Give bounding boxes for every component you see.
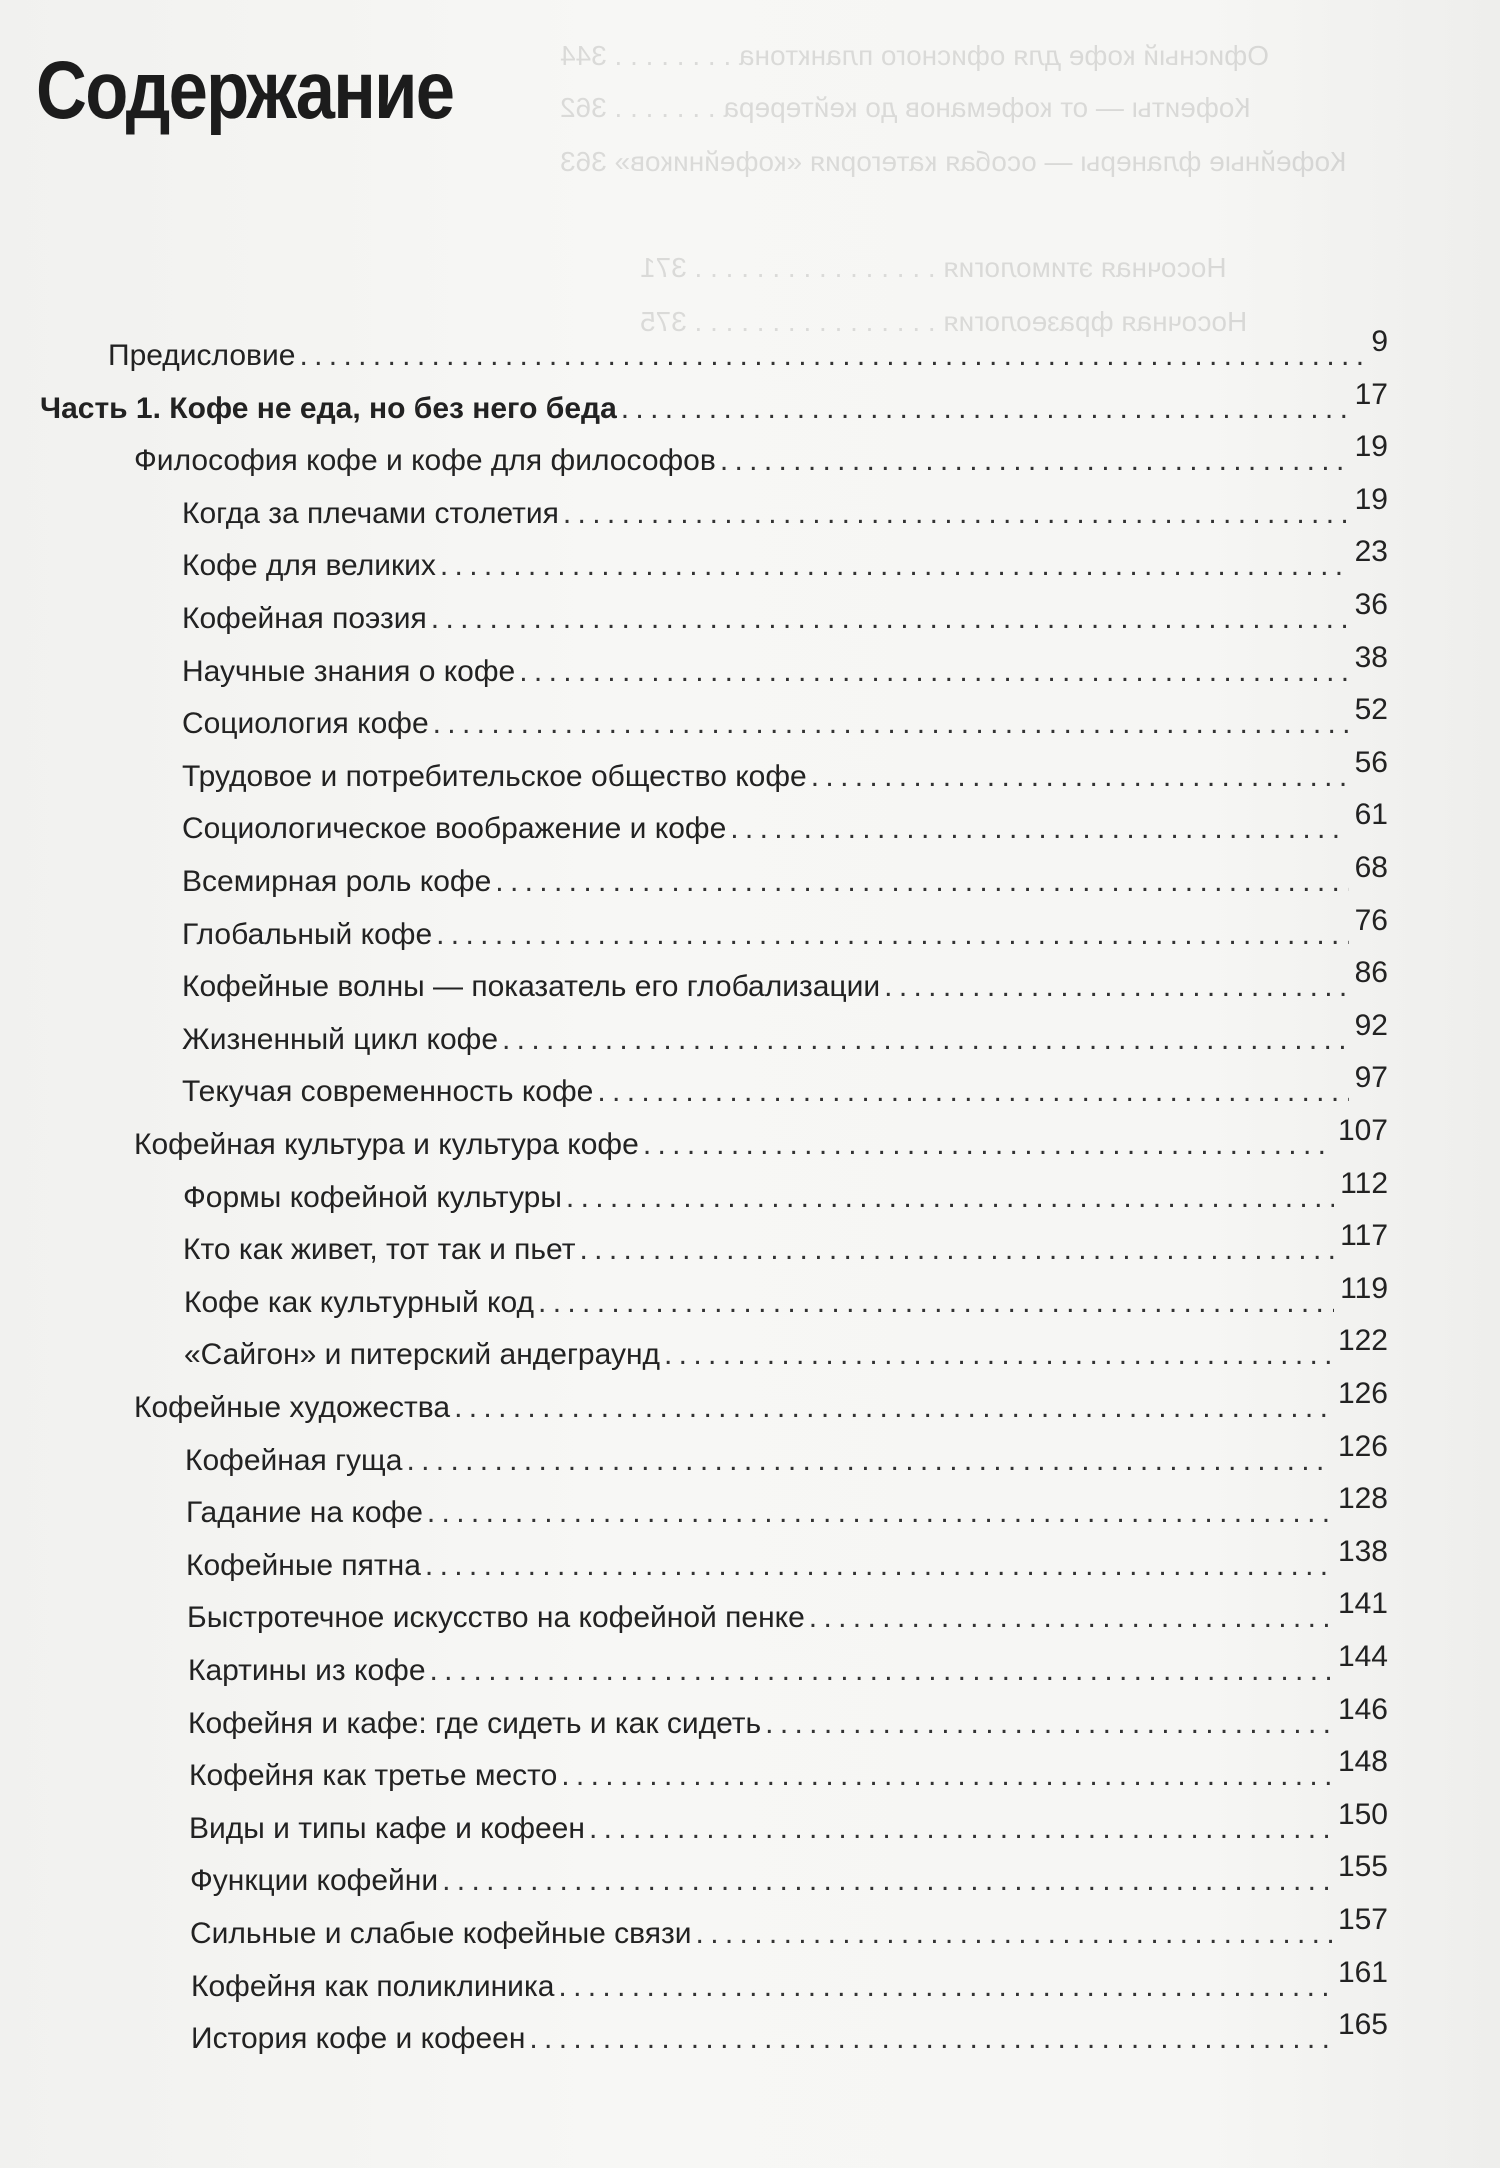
toc-entry-title: Кофейная поэзия [182,602,427,635]
toc-page-number: 138 [1337,1534,1388,1568]
toc-subsection [183,1218,1388,1268]
toc-subsection [182,903,1388,953]
toc-entry-title: Кофейные художества [134,1391,451,1424]
dot-leader [427,1495,1332,1531]
toc-page-number: 86 [1354,956,1388,990]
ghost-line: Кофеиты — от кофеманов до кейтерера . . . . . . . 362 [560,92,1251,123]
toc-subsection [182,1008,1388,1058]
toc-page-number: 112 [1340,1166,1388,1200]
dot-leader [597,1074,1348,1110]
toc-page-number: 128 [1337,1482,1388,1516]
toc-entry-title: Кто как живет, тот так и пьет [183,1233,576,1267]
dot-leader [730,811,1348,847]
table-of-contents [0,325,1500,2100]
toc-entry-title: Быстротечное искусство на кофейной пенке [187,1601,805,1635]
toc-entry-title: История кофе и кофеен [191,2022,526,2056]
toc-page-number: 146 [1337,1692,1388,1726]
toc-page-number: 117 [1340,1219,1388,1253]
dot-leader [696,1916,1332,1952]
page-title: Содержание [36,45,454,136]
dot-leader [502,1022,1349,1058]
dot-leader [589,1811,1332,1847]
toc-page-number: 148 [1337,1745,1388,1779]
dot-leader [720,443,1349,479]
toc-subsection [182,640,1388,690]
toc-entry-title: Социология кофе [182,707,429,741]
dot-leader [431,601,1349,637]
toc-entry-title: Кофе для великих [182,549,436,583]
toc-page-number: 19 [1354,430,1388,464]
toc-entry-title: Кофейня и кафе: где сидеть и как сидеть [188,1706,762,1740]
toc-subsection [182,1060,1388,1110]
toc-subsection [182,797,1388,847]
toc-subsection [191,1955,1388,2005]
dot-leader [579,1232,1334,1268]
toc-page-number: 19 [1354,482,1388,516]
toc-subsection [188,1639,1388,1689]
toc-subsection [188,1692,1388,1742]
toc-page-number: 52 [1354,693,1388,727]
ghost-line: Кофейные фланеры — особая категория «кофейников» 363 [560,146,1347,177]
toc-entry-title: Кофейные пятна [186,1548,421,1582]
toc-entry-title: Философия кофе и кофе для философов [134,444,716,478]
dot-leader [433,706,1349,742]
toc-entry-title: Предисловие [108,339,296,372]
ghost-line: Носочная этимология . . . . . . . . . . . . . . . . 371 [640,252,1227,283]
dot-leader [529,2021,1332,2057]
toc-subsection [108,324,1388,374]
toc-subsection [186,1481,1388,1531]
toc-entry-title: Кофейная гуща [185,1443,403,1477]
toc-part-heading [40,377,1388,427]
toc-subsection [182,745,1388,795]
toc-page-number: 92 [1354,1008,1388,1042]
dot-leader [621,391,1349,427]
dot-leader [566,1180,1334,1216]
toc-page-number: 68 [1354,851,1388,884]
toc-entry-title: Сильные и слабые кофейные связи [190,1917,692,1950]
dot-leader [561,1758,1332,1794]
toc-entry-title: Гадание на кофе [186,1496,423,1530]
dot-leader [430,1653,1332,1689]
toc-entry-title: Виды и типы кафе и кофеен [189,1811,585,1845]
toc-entry-title: Текучая современность кофе [182,1075,594,1109]
toc-page-number: 56 [1354,745,1388,779]
toc-subsection [183,1166,1388,1216]
dot-leader [519,654,1348,690]
toc-subsection [182,534,1388,584]
dot-leader [440,548,1349,584]
dot-leader [299,338,1365,374]
toc-subsection [182,955,1388,1005]
toc-entry-title: Часть 1. Кофе не еда, но без него беда [40,391,617,425]
toc-subsection [191,2007,1388,2057]
toc-entry-title: Жизненный цикл кофе [182,1022,499,1056]
toc-entry-title: Социологическое воображение и кофе [182,812,727,846]
toc-page-number: 144 [1337,1640,1388,1673]
dot-leader [809,1600,1332,1636]
dot-leader [884,969,1348,1005]
toc-page-number: 23 [1354,535,1388,569]
toc-page-number: 36 [1354,588,1388,621]
toc-entry-title: Картины из кофе [188,1654,426,1687]
toc-entry-title: Кофе как культурный код [184,1285,535,1319]
toc-page-number: 76 [1354,903,1388,937]
toc-subsection [184,1271,1388,1321]
toc-page-number: 61 [1354,798,1388,832]
dot-leader [765,1706,1332,1742]
dot-leader [495,864,1348,900]
dot-leader [436,917,1348,953]
toc-entry-title: Кофейня как поликлиника [191,1969,555,2003]
toc-page-number: 107 [1337,1114,1388,1147]
toc-entry-title: Кофейная культура и культура кофе [134,1128,639,1161]
toc-section [134,1376,1388,1426]
toc-subsection [182,850,1388,900]
toc-subsection [186,1534,1388,1584]
toc-subsection [189,1744,1388,1794]
toc-page-number: 17 [1354,377,1388,411]
toc-entry-title: Функции кофейни [190,1864,439,1898]
toc-page-number: 141 [1337,1587,1388,1621]
dot-leader [454,1390,1332,1426]
dot-leader [558,1969,1332,2005]
dot-leader [563,496,1349,532]
toc-page-number: 157 [1337,1903,1388,1936]
toc-subsection [187,1586,1388,1636]
toc-entry-title: Кофейные волны — показатель его глобализации [182,970,881,1004]
dot-leader [442,1863,1332,1899]
toc-page-number: 9 [1371,325,1388,358]
ghost-line: Носочная фразеология . . . . . . . . . . . . . . . . 375 [640,306,1248,337]
toc-page-number: 161 [1337,1955,1388,1989]
toc-entry-title: Всемирная роль кофе [182,865,492,898]
toc-section [134,429,1388,479]
toc-page-number: 126 [1337,1377,1388,1410]
toc-page-number: 122 [1337,1324,1388,1358]
toc-page-number: 97 [1354,1061,1388,1095]
dot-leader [643,1127,1332,1163]
toc-subsection [189,1797,1388,1847]
toc-subsection [190,1902,1388,1952]
dot-leader [811,759,1349,795]
toc-entry-title: Трудовое и потребительское общество кофе [182,759,807,793]
toc-subsection [182,587,1388,637]
toc-page-number: 126 [1337,1429,1388,1463]
toc-subsection [190,1849,1388,1899]
toc-subsection [184,1323,1388,1373]
toc-entry-title: Научные знания о кофе [182,654,516,688]
toc-section [134,1113,1388,1163]
dot-leader [406,1443,1332,1479]
dot-leader [664,1337,1332,1373]
ghost-line: Офисный кофе для офисного планктона . . . . . . . . 344 [560,40,1270,71]
toc-entry-title: Формы кофейной культуры [183,1180,562,1214]
dot-leader [538,1285,1334,1321]
toc-page-number: 38 [1354,640,1388,674]
toc-page-number: 155 [1337,1850,1388,1884]
toc-subsection [185,1429,1388,1479]
toc-entry-title: Когда за плечами столетия [182,496,559,530]
toc-page-number: 150 [1337,1797,1388,1831]
toc-entry-title: Кофейня как третье место [189,1759,558,1793]
toc-entry-title: Глобальный кофе [182,917,433,951]
toc-page-number: 119 [1340,1271,1388,1305]
toc-subsection [182,692,1388,742]
dot-leader [425,1548,1332,1584]
toc-subsection [182,482,1388,532]
toc-page-number: 165 [1337,2008,1388,2042]
toc-entry-title: «Сайгон» и питерский андеграунд [184,1338,661,1372]
